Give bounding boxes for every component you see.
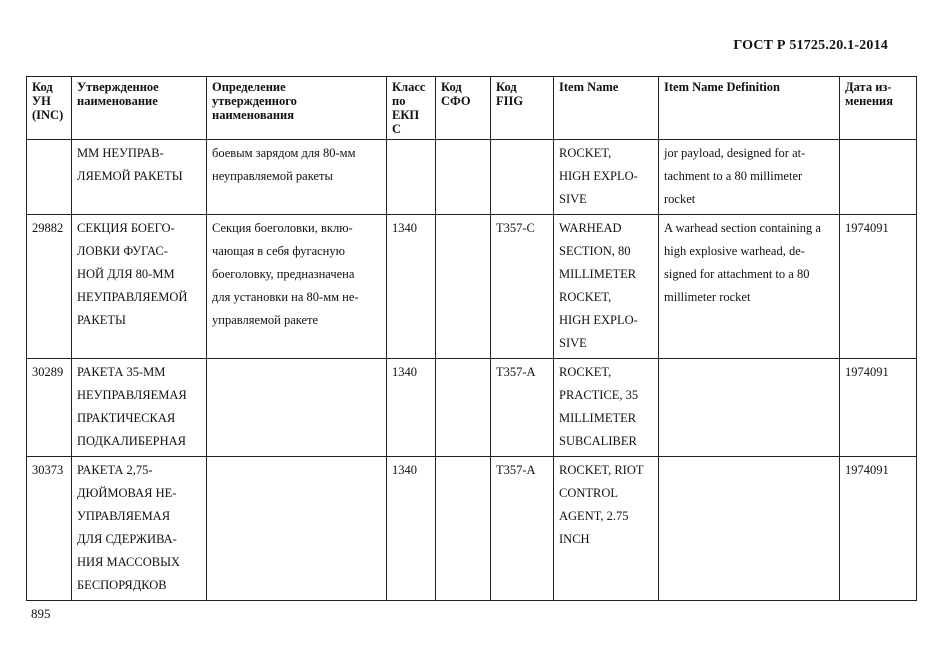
cell-date: 1974091 <box>840 457 917 601</box>
table-row <box>27 140 917 215</box>
cell-sfo <box>436 457 491 601</box>
cell-sfo <box>436 140 491 215</box>
page-number: 895 <box>31 606 51 621</box>
cell-definition: боевым зарядом для 80-мм неуправляемой ракеты <box>207 140 387 215</box>
cell-sfo <box>436 215 491 359</box>
cell-sfo <box>436 359 491 457</box>
header-code-fiig: Код FIIG <box>491 77 554 140</box>
cell-approved-name: ММ НЕУПРАВ- ЛЯЕМОЙ РАКЕТЫ <box>72 140 207 215</box>
header-code-sfo: Код СФО <box>436 77 491 140</box>
table-row <box>27 457 917 601</box>
cell-item-definition: A warhead section containing a high explosive warhead, de- signed for attachment to a 80 millimeter rocket <box>659 215 840 359</box>
cell-code: 30373 <box>27 457 72 601</box>
header-class-ekps: Класс по ЕКП С <box>387 77 436 140</box>
table-row <box>27 215 917 359</box>
cell-date: 1974091 <box>840 215 917 359</box>
cell-class: 1340 <box>387 457 436 601</box>
cell-class: 1340 <box>387 215 436 359</box>
cell-approved-name: СЕКЦИЯ БОЕГО- ЛОВКИ ФУГАС- НОЙ ДЛЯ 80-ММ НЕУПРАВЛЯЕМОЙ РАКЕТЫ <box>72 215 207 359</box>
header-approved-name: Утвержденное наименование <box>72 77 207 140</box>
header-item-name: Item Name <box>554 77 659 140</box>
cell-definition <box>207 457 387 601</box>
cell-item-name: WARHEAD SECTION, 80 MILLIMETER ROCKET, HIGH EXPLO- SIVE <box>554 215 659 359</box>
cell-fiig: T357-A <box>491 457 554 601</box>
cell-definition <box>207 359 387 457</box>
document-standard-number: ГОСТ Р 51725.20.1-2014 <box>733 38 888 53</box>
catalog-table <box>26 76 917 601</box>
cell-definition: Секция боеголовки, вклю- чающая в себя фугасную боеголовку, предназначена для установки на 80-мм не- управляемой ракете <box>207 215 387 359</box>
cell-code: 29882 <box>27 215 72 359</box>
cell-code <box>27 140 72 215</box>
cell-item-name: ROCKET, PRACTICE, 35 MILLIMETER SUBCALIBER <box>554 359 659 457</box>
table-header-row <box>27 77 917 140</box>
header-item-name-definition: Item Name Definition <box>659 77 840 140</box>
cell-item-name: ROCKET, HIGH EXPLO- SIVE <box>554 140 659 215</box>
cell-approved-name: РАКЕТА 2,75- ДЮЙМОВАЯ НЕ- УПРАВЛЯЕМАЯ ДЛЯ СДЕРЖИВА- НИЯ МАССОВЫХ БЕСПОРЯДКОВ <box>72 457 207 601</box>
header-code-un: Код УН (INC) <box>27 77 72 140</box>
header-date-changed: Дата из- менения <box>840 77 917 140</box>
cell-class <box>387 140 436 215</box>
cell-item-definition: jor payload, designed for at- tachment to a 80 millimeter rocket <box>659 140 840 215</box>
cell-fiig: T357-C <box>491 215 554 359</box>
cell-code: 30289 <box>27 359 72 457</box>
cell-date <box>840 140 917 215</box>
cell-fiig <box>491 140 554 215</box>
cell-date: 1974091 <box>840 359 917 457</box>
cell-item-definition <box>659 359 840 457</box>
cell-item-definition <box>659 457 840 601</box>
table-row <box>27 359 917 457</box>
cell-class: 1340 <box>387 359 436 457</box>
cell-fiig: T357-A <box>491 359 554 457</box>
header-definition: Определение утвержденного наименования <box>207 77 387 140</box>
cell-item-name: ROCKET, RIOT CONTROL AGENT, 2.75 INCH <box>554 457 659 601</box>
cell-approved-name: РАКЕТА 35-ММ НЕУПРАВЛЯЕМАЯ ПРАКТИЧЕСКАЯ ПОДКАЛИБЕРНАЯ <box>72 359 207 457</box>
